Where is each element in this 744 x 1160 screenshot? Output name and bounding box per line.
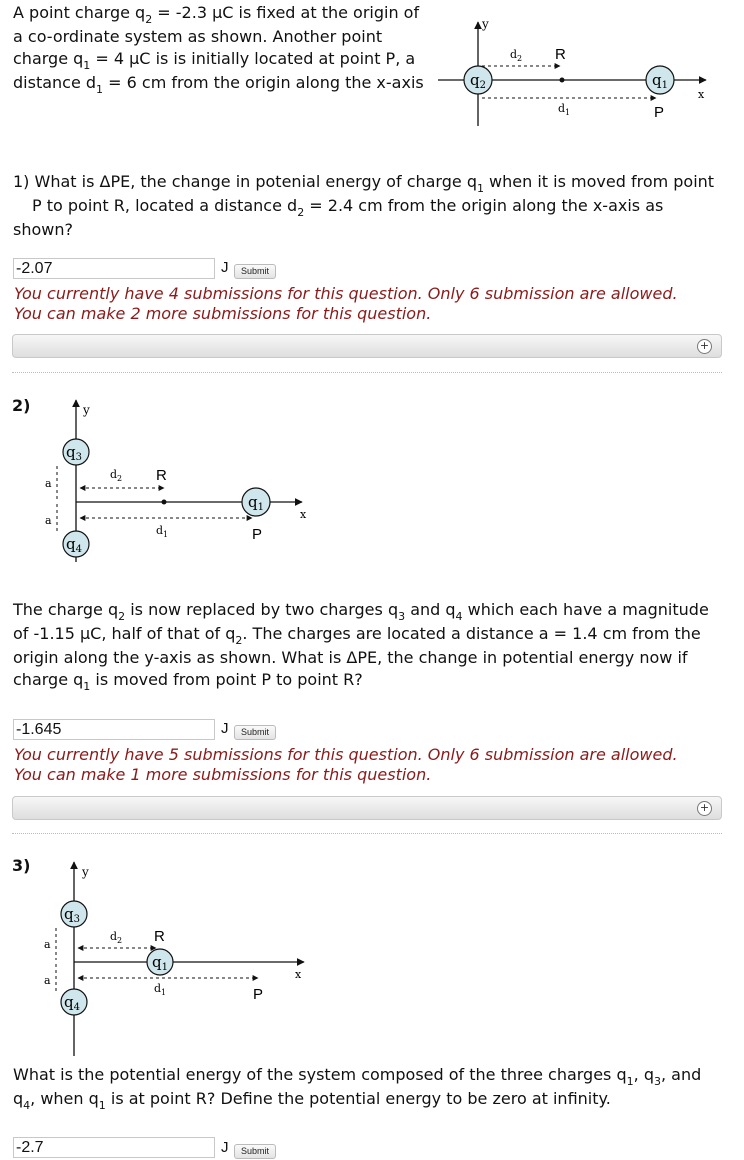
question-3-answer-input[interactable] <box>13 1137 215 1158</box>
question-2-submit-button[interactable]: Submit <box>234 725 276 740</box>
a-label-upper: a <box>44 938 51 951</box>
charge-q4-label: $q_4$ <box>66 535 82 555</box>
question-1-submission-note-1: You currently have 4 submissions for this question. Only 6 submission are allowed. <box>14 284 678 303</box>
question-2-text <box>13 599 735 693</box>
question-1-line-3: shown? <box>13 220 73 239</box>
question-1-submission-note-2: You can make 2 more submissions for this question. <box>14 304 432 323</box>
a-label-lower: a <box>44 974 51 987</box>
y-axis-label: y <box>82 865 89 879</box>
question-3-line-2: $q_4$, when $q_1$ is at point R? Define the potential energy to be zero at infinity. <box>13 1089 611 1112</box>
question-2-line-2: of -1.15 μC, half of that of $q_2$. The charges are located a distance a = 1.4 cm from the <box>13 624 701 647</box>
question-2-line-1: The charge $q_2$ is now replaced by two charges $q_3$ and $q_4$ which each have a magnitude <box>13 600 709 623</box>
point-R-label: R <box>555 46 566 63</box>
divider <box>12 833 722 834</box>
question-2-submission-note-1: You currently have 5 submissions for this question. Only 6 submission are allowed. <box>14 745 678 764</box>
point-P-label: P <box>654 104 665 121</box>
x-axis-label: x <box>300 508 307 521</box>
question-3-number: 3) <box>12 856 31 875</box>
question-3-text <box>13 1064 735 1112</box>
question-2-answer-input[interactable] <box>13 719 215 740</box>
question-3-submit-button[interactable]: Submit <box>234 1144 276 1159</box>
d1-label: $d_1$ <box>154 982 167 997</box>
charge-q2-label: $q_2$ <box>470 71 486 91</box>
point-R <box>560 78 565 83</box>
question-2-expand-bar[interactable] <box>12 796 722 820</box>
d2-label: $d_2$ <box>110 930 123 945</box>
question-1-line-2: P to point R, located a distance $d_2 = 2.4$ cm from the origin along the x-axis as <box>32 196 664 219</box>
y-axis-label: y <box>482 17 489 31</box>
question-2-unit: J <box>221 720 229 737</box>
question-2-line-3: origin along the y-axis as shown. What is ΔPE, the change in potential energy now if <box>13 648 688 667</box>
question-1-unit: J <box>221 259 229 276</box>
question-2-number: 2) <box>12 396 31 415</box>
figure-3 <box>30 858 320 1058</box>
question-1-submit-button[interactable]: Submit <box>234 264 276 279</box>
d1-label: $d_1$ <box>156 524 169 539</box>
question-1-line-1: 1) What is ΔPE, the change in potenial energy of charge $q_1$ when it is moved from point <box>13 172 715 195</box>
intro-line-2: a co-ordinate system as shown. Another point <box>13 27 383 46</box>
question-3-unit: J <box>221 1139 229 1156</box>
question-2-line-4: charge $q_1$ is moved from point P to point R? <box>13 670 363 693</box>
question-1-answer-input[interactable] <box>13 258 215 279</box>
figure-1 <box>430 14 730 134</box>
figure-2 <box>30 394 320 564</box>
question-1-expand-bar[interactable] <box>12 334 722 358</box>
intro-text <box>13 2 433 96</box>
plus-circle-icon[interactable]: + <box>697 801 712 816</box>
point-P-label: P <box>252 526 263 543</box>
intro-line-4: distance $d_1 = 6$ cm from the origin along the x-axis <box>13 73 424 96</box>
a-label-upper: a <box>45 477 52 490</box>
question-2-submission-note-2: You can make 1 more submissions for this question. <box>14 765 432 784</box>
point-P-label: P <box>253 986 264 1003</box>
x-axis-label: x <box>295 968 302 981</box>
charge-q1-label: $q_1$ <box>152 953 168 973</box>
charge-q3-label: $q_3$ <box>64 905 80 925</box>
intro-line-3: charge $q_1 = 4$ μC is is initially located at point P, a <box>13 49 416 72</box>
plus-circle-icon[interactable]: + <box>697 339 712 354</box>
question-1-text <box>13 171 733 241</box>
x-axis-label: x <box>698 88 705 101</box>
d1-label: $d_1$ <box>558 102 571 117</box>
intro-line-1: A point charge $q_2 = -2.3$ μC is fixed at the origin of <box>13 3 420 26</box>
question-3-line-1: What is the potential energy of the system composed of the three charges $q_1$, $q_3$, and <box>13 1065 702 1088</box>
charge-q3-label: $q_3$ <box>66 443 82 463</box>
y-axis-label: y <box>83 403 90 417</box>
point-R <box>162 500 167 505</box>
d2-label: $d_2$ <box>110 468 123 483</box>
divider <box>12 372 722 373</box>
charge-q1-label: $q_1$ <box>652 71 668 91</box>
a-label-lower: a <box>45 514 52 527</box>
d2-label: $d_2$ <box>510 48 523 63</box>
charge-q4-label: $q_4$ <box>64 993 80 1013</box>
point-R-label: R <box>154 928 165 945</box>
charge-q1-label: $q_1$ <box>248 493 264 513</box>
point-R-label: R <box>156 467 167 484</box>
